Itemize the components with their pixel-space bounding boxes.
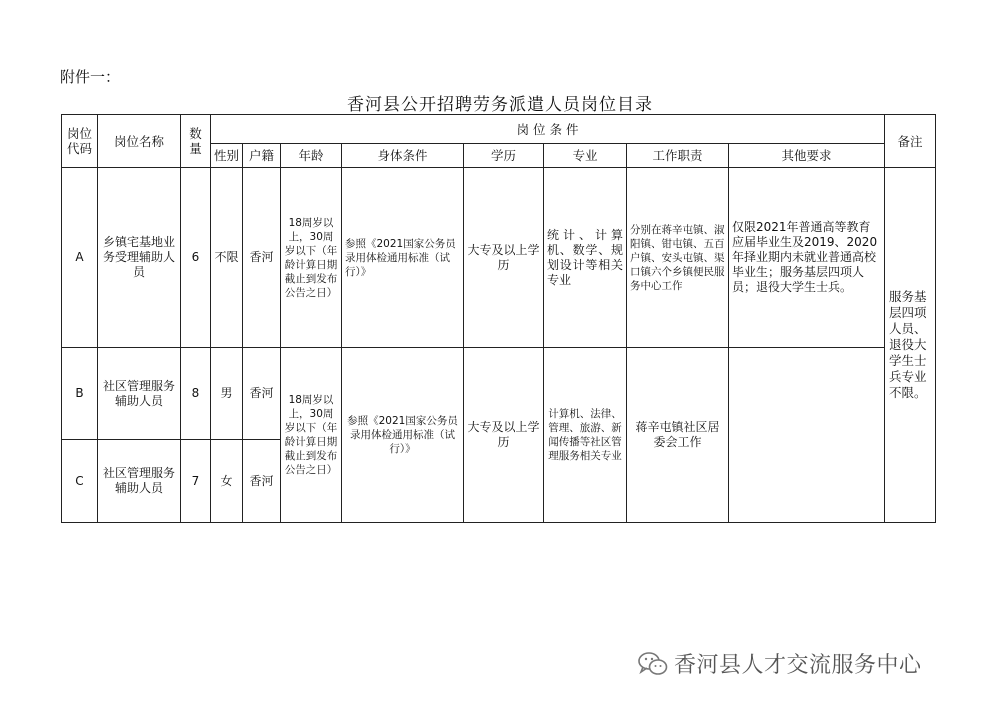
- page-title: 香河县公开招聘劳务派遣人员岗位目录: [347, 95, 653, 115]
- row-a-duties: 分别在蒋辛屯镇、淑阳镇、钳屯镇、五百户镇、安头屯镇、渠口镇六个乡镇便民服务中心工作: [627, 168, 729, 348]
- bc-duties: 蒋辛屯镇社区居委会工作: [627, 348, 729, 523]
- watermark: [638, 648, 922, 679]
- row-a-count: 6: [181, 168, 211, 348]
- row-a-other: 仅限2021年普通高等教育应届毕业生及2019、2020年择业期内未就业普通高校毕业生；服务基层四项人员；退役大学生士兵。: [729, 168, 885, 348]
- row-c-name: 社区管理服务辅助人员: [98, 440, 181, 523]
- row-a-code: A: [62, 168, 98, 348]
- bc-major: 计算机、法律、管理、旅游、新闻传播等社区管理服务相关专业: [544, 348, 627, 523]
- header-count: 数量: [181, 115, 211, 168]
- row-c-code: C: [62, 440, 98, 523]
- row-b-code: B: [62, 348, 98, 440]
- row-b-gender: 男: [211, 348, 243, 440]
- header-origin: 户籍: [243, 144, 281, 168]
- row-c-origin: 香河: [243, 440, 281, 523]
- row-b-count: 8: [181, 348, 211, 440]
- row-a-origin: 香河: [243, 168, 281, 348]
- bc-age: 18周岁以上，30周岁以下（年龄计算日期截止到发布公告之日）: [281, 348, 342, 523]
- header-name: 岗位名称: [98, 115, 181, 168]
- row-a-education: 大专及以上学历: [464, 168, 544, 348]
- row-a-physical: 参照《2021国家公务员录用体检通用标准（试行）》: [342, 168, 464, 348]
- row-b-name: 社区管理服务辅助人员: [98, 348, 181, 440]
- header-physical: 身体条件: [342, 144, 464, 168]
- header-other: 其他要求: [729, 144, 885, 168]
- watermark-text: 香河县人才交流服务中心: [674, 653, 922, 678]
- row-a-major: 统计、计算机、数学、规划设计等相关专业: [544, 168, 627, 348]
- attachment-label: 附件一：: [60, 68, 121, 86]
- bc-physical: 参照《2021国家公务员录用体检通用标准（试行）》: [342, 348, 464, 523]
- row-c-count: 7: [181, 440, 211, 523]
- header-gender: 性别: [211, 144, 243, 168]
- remarks-cell: 服务基层四项人员、退役大学生士兵专业不限。: [885, 168, 936, 523]
- header-conditions: 岗 位 条 件: [211, 115, 885, 144]
- positions-table: [61, 114, 936, 523]
- header-code: 岗位代码: [62, 115, 98, 168]
- bc-education: 大专及以上学历: [464, 348, 544, 523]
- row-a-gender: 不限: [211, 168, 243, 348]
- row-a-age: 18周岁以上，30周岁以下（年龄计算日期截止到发布公告之日）: [281, 168, 342, 348]
- header-remarks: 备注: [885, 115, 936, 168]
- bc-other: [729, 348, 885, 523]
- header-row-1: [62, 115, 936, 144]
- header-duties: 工作职责: [627, 144, 729, 168]
- row-b-origin: 香河: [243, 348, 281, 440]
- row-c-gender: 女: [211, 440, 243, 523]
- header-age: 年龄: [281, 144, 342, 168]
- row-a-name: 乡镇宅基地业务受理辅助人员: [98, 168, 181, 348]
- table-row: [62, 348, 936, 440]
- header-education: 学历: [464, 144, 544, 168]
- header-major: 专业: [544, 144, 627, 168]
- wechat-icon: [638, 651, 668, 677]
- table-row: [62, 168, 936, 348]
